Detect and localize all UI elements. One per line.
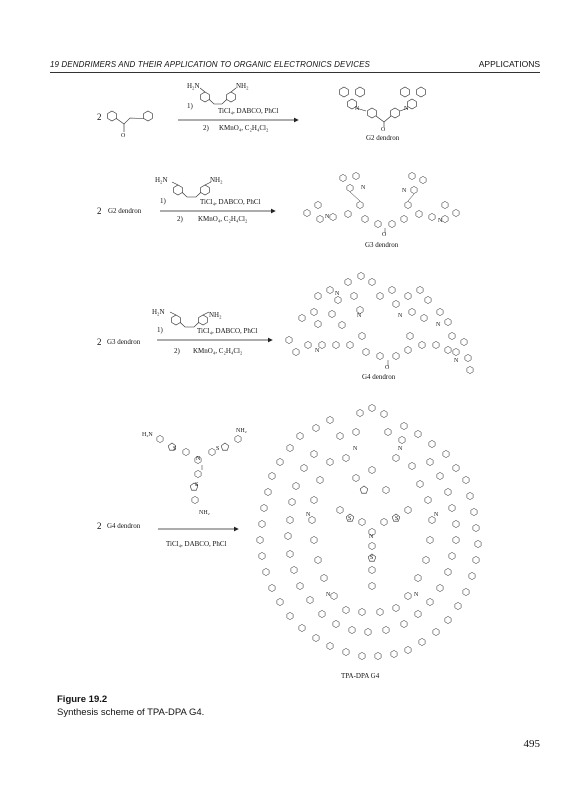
g4-dendron-structure xyxy=(286,272,473,373)
step2-coefficient: 2 xyxy=(97,206,102,216)
g2-dendron-label: G2 dendron xyxy=(366,134,400,142)
diamine-reagent-structure-2 xyxy=(172,182,211,197)
step1-coefficient: 2 xyxy=(97,112,102,122)
step4-reactant: G4 dendron xyxy=(107,522,141,530)
figure-label: Figure 19.2 xyxy=(57,694,108,705)
step3-product-o: O xyxy=(385,365,390,371)
page-number: 495 xyxy=(523,738,540,750)
g4-atom-n-6: N xyxy=(326,592,331,598)
benzophenone-structure xyxy=(108,111,153,132)
step1-step-a: 1) xyxy=(187,102,193,110)
step3-atom-n-5: N xyxy=(315,348,320,354)
step2-step-b: 2) xyxy=(177,215,183,223)
step1-atom-n-left: N xyxy=(355,106,360,112)
tpa-dpa-g4-structure xyxy=(257,404,481,659)
step2-reactant: G2 dendron xyxy=(108,207,142,215)
step1-amine-left: H₂N xyxy=(187,82,200,90)
core-atom-s-3: S xyxy=(195,482,199,488)
step3-step-b: 2) xyxy=(174,347,180,355)
step3-amine-right: NH₂ xyxy=(209,311,222,319)
step2-amine-right: NH₂ xyxy=(210,176,223,184)
step1-product-o: O xyxy=(381,127,386,133)
step2-atom-n-3: N xyxy=(325,214,330,220)
step3-atom-n-1: N xyxy=(335,291,340,297)
step3-atom-n-2: N xyxy=(357,313,362,319)
step3-step-a: 1) xyxy=(157,326,163,334)
step1-atom-n-right: N xyxy=(404,106,409,112)
step3-conditions-b: KMnO₄, C₂H₄Cl₂ xyxy=(193,347,243,355)
g4-atom-n-3: N xyxy=(306,512,311,518)
figure-caption: Synthesis scheme of TPA-DPA G4. xyxy=(57,707,205,718)
step2-atom-n-4: N xyxy=(438,218,443,224)
g4-atom-s-2: S xyxy=(395,516,399,522)
core-amine-right: NH₂ xyxy=(236,428,247,434)
step4-conditions: TiCl₄, DABCO, PhCl xyxy=(166,540,227,548)
g4-atom-n-2: N xyxy=(398,446,403,452)
g4-atom-s-1: S xyxy=(348,516,352,522)
core-atom-n: N xyxy=(196,456,201,462)
diamine-reagent-structure xyxy=(200,88,236,104)
g4-atom-n-7: N xyxy=(414,592,419,598)
step4-coefficient: 2 xyxy=(97,521,102,531)
step2-conditions-b: KMnO₄, C₂H₄Cl₂ xyxy=(198,215,248,223)
diamine-reagent-structure-3 xyxy=(170,312,209,327)
step2-product-o: O xyxy=(382,232,387,238)
step3-conditions-a: TiCl₄, DABCO, PhCl xyxy=(197,327,258,335)
step1-conditions-a: TiCl₄, DABCO, PhCl xyxy=(218,107,279,115)
g4-atom-n-5: N xyxy=(369,534,374,540)
section-title: APPLICATIONS xyxy=(478,59,540,69)
step1-carbonyl-o: O xyxy=(121,133,126,139)
step1-conditions-b: KMnO₄, C₂H₄Cl₂ xyxy=(219,124,269,132)
g2-dendron-structure xyxy=(340,87,426,127)
step3-atom-n-4: N xyxy=(436,322,441,328)
step3-amine-left: H₂N xyxy=(152,308,165,316)
step2-conditions-a: TiCl₄, DABCO, PhCl xyxy=(200,198,261,206)
g4-atom-s-3: S xyxy=(370,555,374,561)
tpa-dpa-g4-label: TPA-DPA G4 xyxy=(341,672,380,680)
running-title: 19 DENDRIMERS AND THEIR APPLICATION TO ORGANIC ELECTRONICS DEVICES xyxy=(50,60,370,69)
core-amine-left: H₂N xyxy=(142,432,153,438)
step3-reactant: G3 dendron xyxy=(107,338,141,346)
core-amine-bottom: NH₂ xyxy=(199,510,210,516)
step2-atom-n-1: N xyxy=(361,185,366,191)
step3-atom-n-6: N xyxy=(454,358,459,364)
g4-dendron-label: G4 dendron xyxy=(362,373,396,381)
step1-amine-right: NH₂ xyxy=(236,82,249,90)
step3-atom-n-3: N xyxy=(398,313,403,319)
g3-dendron-label: G3 dendron xyxy=(365,241,399,249)
g4-atom-n-4: N xyxy=(434,512,439,518)
thiophene-core-amine-structure xyxy=(157,435,241,503)
core-atom-s-2: S xyxy=(216,446,220,452)
core-atom-s-1: S xyxy=(173,446,177,452)
step2-atom-n-2: N xyxy=(402,188,407,194)
g4-atom-n-1: N xyxy=(353,446,358,452)
step2-step-a: 1) xyxy=(160,197,166,205)
step2-amine-left: H₂N xyxy=(155,176,168,184)
step3-coefficient: 2 xyxy=(97,337,102,347)
g3-dendron-structure xyxy=(304,172,459,233)
step1-step-b: 2) xyxy=(203,124,209,132)
